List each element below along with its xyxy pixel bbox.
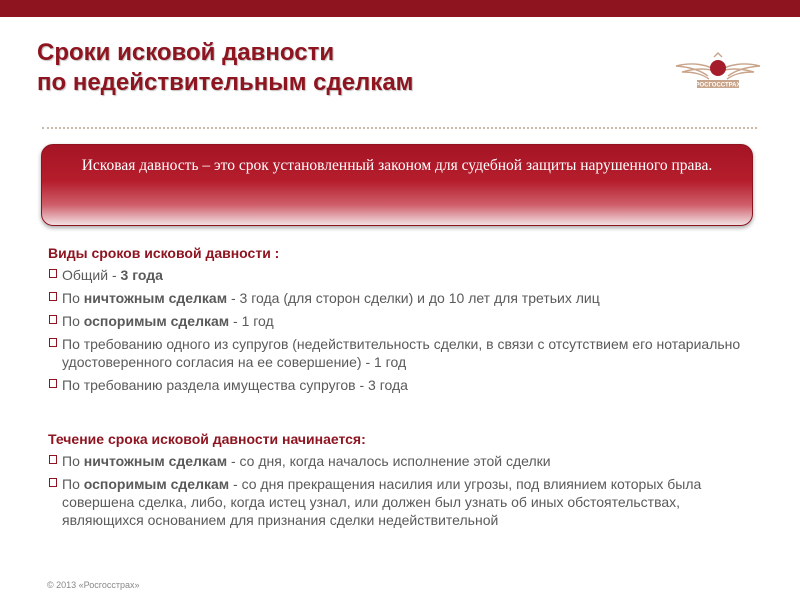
- item-bold: ничтожным сделкам: [83, 290, 228, 306]
- page-title: [37, 38, 413, 98]
- checkbox-bullet-icon: [49, 379, 57, 388]
- item-text: По: [62, 476, 84, 492]
- checkbox-bullet-icon: [49, 338, 57, 347]
- start-section: [48, 430, 758, 534]
- types-heading: Виды сроков исковой давности :: [48, 245, 280, 261]
- types-section: [48, 244, 758, 399]
- definition-box: [41, 144, 753, 226]
- item-text: По требованию одного из супругов (недействительность сделки, в связи с отсутствием его нотариально удостоверенного согласия на ее совершение) - 1 год: [62, 336, 741, 370]
- copyright-footer: © 2013 «Росгосстрах»: [47, 580, 140, 590]
- top-bar: [0, 0, 800, 17]
- list-item: [48, 289, 758, 307]
- item-value: 3 года: [120, 267, 163, 283]
- item-text: По: [62, 290, 84, 306]
- list-item: [48, 312, 758, 330]
- definition-text: Исковая давность – это срок установленный законом для судебной защиты нарушенного права.: [81, 157, 713, 174]
- item-bold: оспоримым сделкам: [83, 476, 230, 492]
- list-item: [48, 335, 758, 371]
- item-text: - 3 года (для сторон сделки) и до 10 лет для третьих лиц: [227, 290, 600, 306]
- item-bold: оспоримым сделкам: [83, 313, 230, 329]
- rosgosstrakh-logo: [672, 50, 764, 94]
- checkbox-bullet-icon: [49, 292, 57, 301]
- list-item: [48, 452, 758, 470]
- list-item: [48, 475, 758, 529]
- logo-text: РОСГОССТРАХ: [695, 82, 741, 89]
- item-bold: ничтожным сделкам: [83, 453, 228, 469]
- checkbox-bullet-icon: [49, 478, 57, 487]
- title-line-1: Сроки исковой давности: [37, 39, 335, 66]
- item-text: По требованию раздела имущества супругов - 3 года: [62, 377, 408, 393]
- item-text: - со дня, когда началось исполнение этой сделки: [227, 453, 551, 469]
- item-text: По: [62, 453, 84, 469]
- list-item: [48, 266, 758, 284]
- checkbox-bullet-icon: [49, 455, 57, 464]
- checkbox-bullet-icon: [49, 315, 57, 324]
- start-heading: Течение срока исковой давности начинается:: [48, 431, 366, 447]
- item-text: - 1 год: [229, 313, 274, 329]
- item-text: Общий -: [62, 267, 121, 283]
- title-line-2: по недействительным сделкам: [37, 69, 414, 96]
- item-text: - со дня прекращения насилия или угрозы, под влиянием которых была совершена сделка, либо, когда истец узнал, или должен был узнать об иных обстоятельствах, являющихся основанием для признания сделки недействительной: [62, 476, 702, 528]
- checkbox-bullet-icon: [49, 269, 57, 278]
- dotted-divider: [42, 127, 757, 129]
- list-item: [48, 376, 758, 394]
- item-text: По: [62, 313, 84, 329]
